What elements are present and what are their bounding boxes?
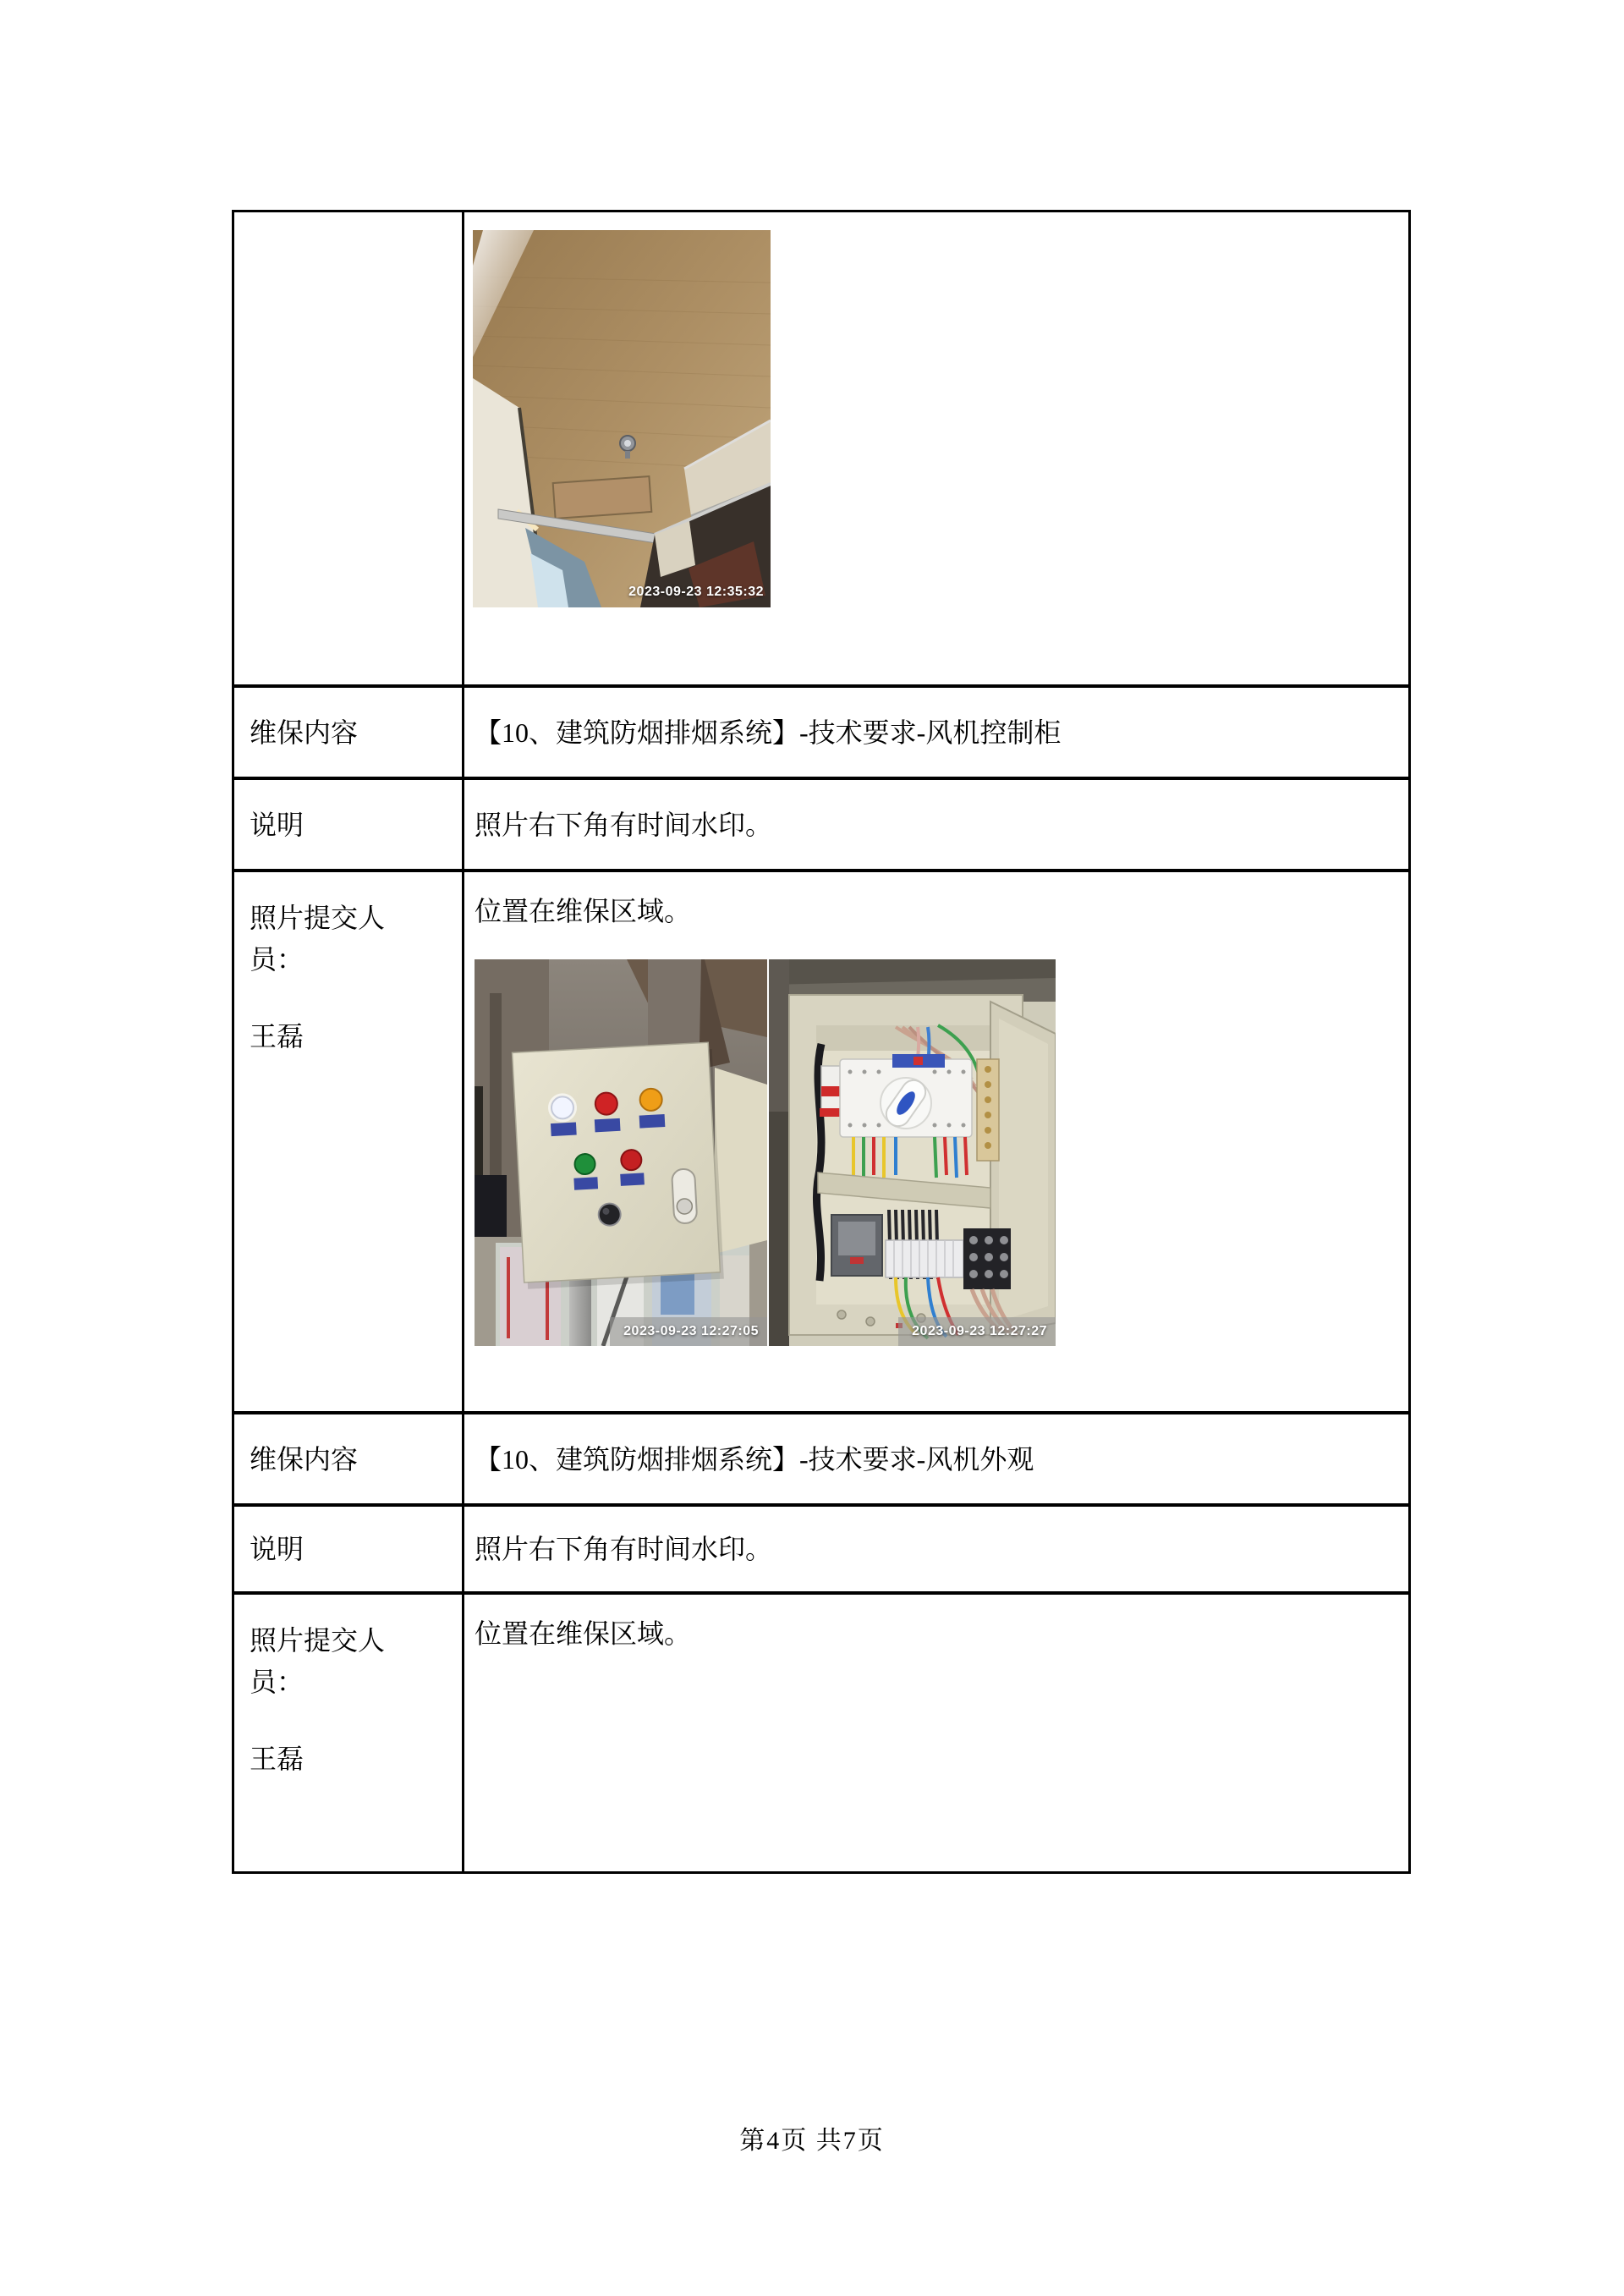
table-row bbox=[234, 869, 1408, 1411]
label-text: 照片提交人 bbox=[250, 903, 386, 933]
photo-ceiling-sprinkler bbox=[473, 230, 771, 607]
row-label-submitter bbox=[234, 1595, 464, 1871]
row-content bbox=[464, 780, 1408, 869]
row-content bbox=[464, 1507, 1408, 1591]
submitter-name: 王磊 bbox=[250, 1021, 304, 1052]
cabinet-door bbox=[513, 1042, 724, 1289]
page-number-footer: 第4页 共7页 bbox=[739, 2127, 885, 2155]
label-text: 说明 bbox=[250, 809, 304, 840]
maintenance-table bbox=[232, 210, 1411, 1874]
row-content-photo bbox=[464, 212, 1408, 684]
table-row bbox=[234, 1411, 1408, 1503]
content-text: 【10、建筑防烟排烟系统】-技术要求-风机控制柜 bbox=[475, 717, 1062, 748]
photo-timestamp: 2023-09-23 12:27:27 bbox=[898, 1317, 1056, 1346]
content-text: 位置在维保区域。 bbox=[475, 1618, 692, 1649]
row-content bbox=[464, 1595, 1408, 1871]
photo-timestamp: 2023-09-23 12:27:05 bbox=[610, 1317, 767, 1346]
label-text: 照片提交人 bbox=[250, 1625, 386, 1656]
content-text: 照片右下角有时间水印。 bbox=[475, 1534, 773, 1564]
row-label bbox=[234, 780, 464, 869]
table-row bbox=[234, 684, 1408, 777]
label-text: 员： bbox=[250, 944, 304, 975]
row-label-empty bbox=[234, 212, 464, 684]
label-text: 维保内容 bbox=[250, 1443, 359, 1475]
table-row bbox=[234, 777, 1408, 869]
photo-control-cabinet-closed bbox=[475, 959, 767, 1346]
row-content bbox=[464, 1414, 1408, 1503]
row-label bbox=[234, 1414, 464, 1503]
photo-timestamp: 2023-09-23 12:35:32 bbox=[628, 585, 764, 599]
photo-control-cabinet-open bbox=[769, 959, 1056, 1346]
label-text: 说明 bbox=[250, 1534, 304, 1564]
row-content-photos bbox=[464, 872, 1408, 1411]
submitter-name: 王磊 bbox=[250, 1744, 304, 1774]
table-row bbox=[234, 1591, 1408, 1871]
row-label bbox=[234, 688, 464, 777]
label-text: 员： bbox=[250, 1667, 304, 1697]
label-text: 维保内容 bbox=[250, 717, 359, 748]
row-label-submitter bbox=[234, 872, 464, 1411]
table-row bbox=[234, 1503, 1408, 1591]
row-label bbox=[234, 1507, 464, 1591]
photo-pair bbox=[475, 959, 1408, 1346]
content-text: 位置在维保区域。 bbox=[475, 896, 692, 926]
content-text: 【10、建筑防烟排烟系统】-技术要求-风机外观 bbox=[475, 1443, 1034, 1475]
row-content bbox=[464, 688, 1408, 777]
table-row bbox=[234, 212, 1408, 684]
content-text: 照片右下角有时间水印。 bbox=[475, 809, 773, 840]
